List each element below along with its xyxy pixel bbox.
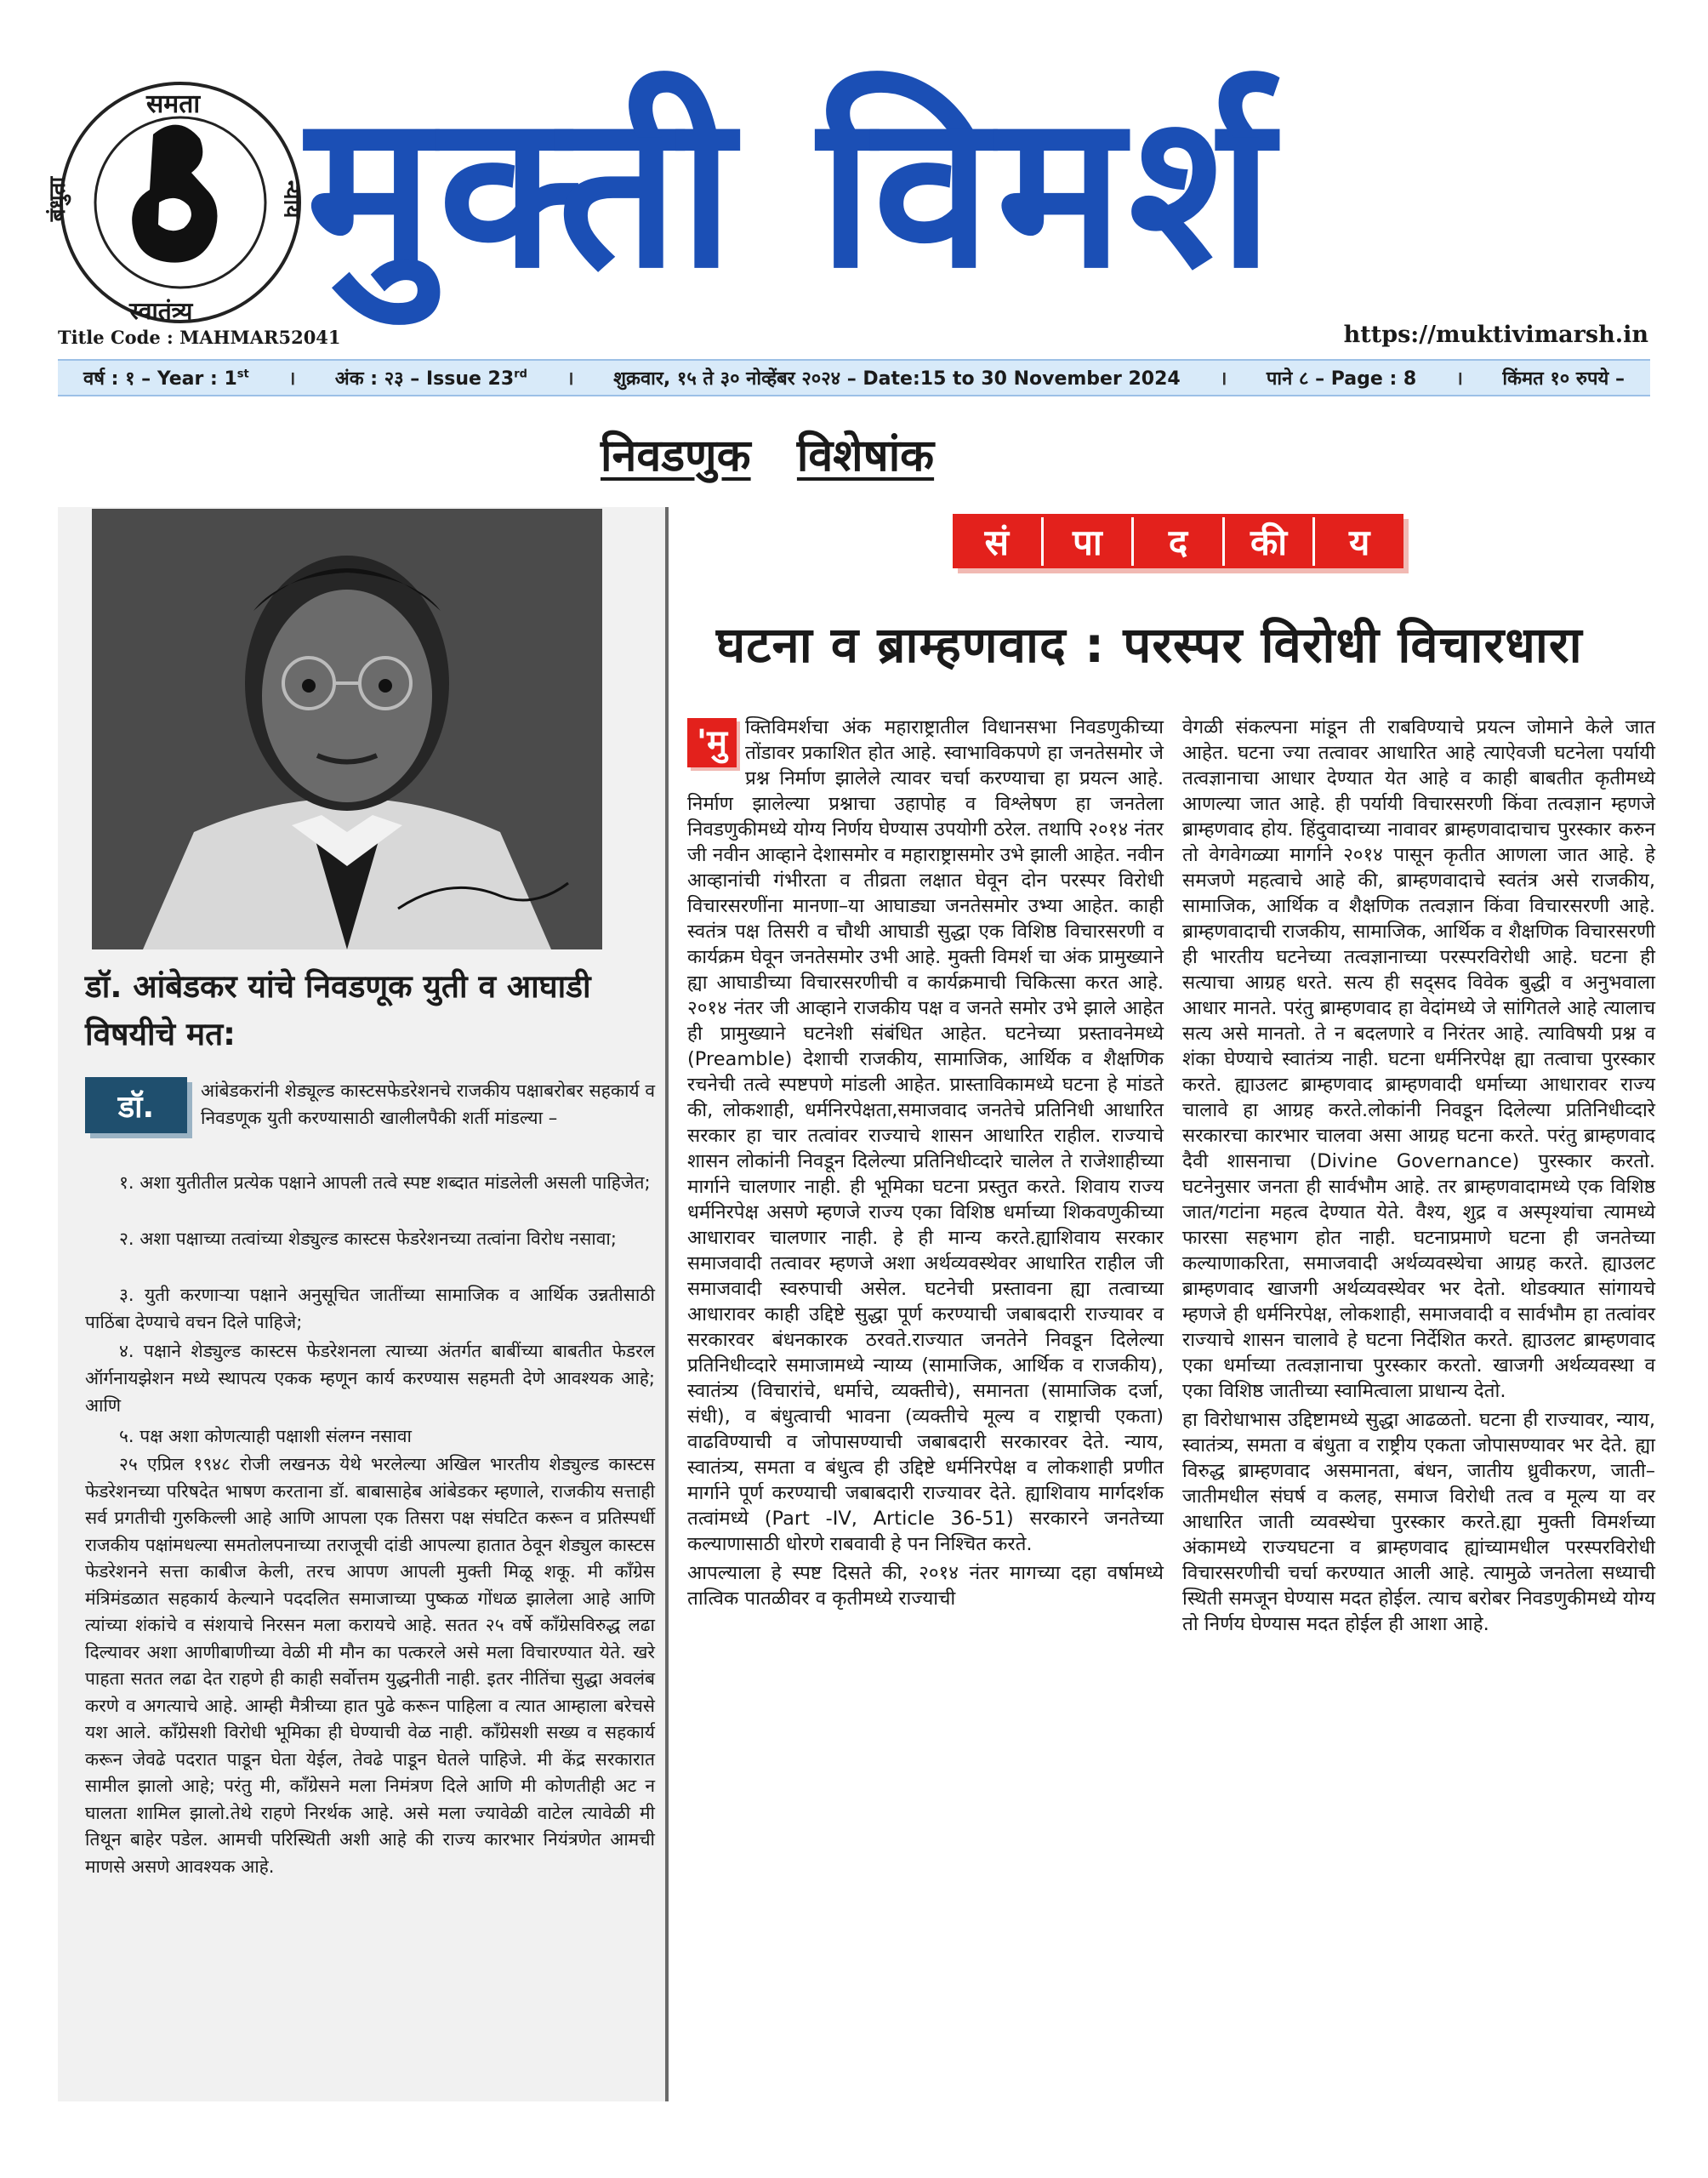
condition-item: ५. पक्ष अशा कोणत्याही पक्षाशी संलग्न नसावा (119, 1426, 412, 1446)
condition-item: ४. पक्षाने शेड्युल्ड कास्टस फेडरेशनला त्याच्या अंतर्गत बाबींच्या बाबतीत फेडरल ऑर्गनायझेशन मध्ये स्थापत्य एकक म्हणून कार्य करण्यास सहमती देणे आवश्यक आहे; आणि (85, 1341, 655, 1416)
issue-date: शुक्रवार, १५ ते ३० नोव्हेंबर २०२४ – Date:15 to 30 November 2024 (613, 368, 1181, 390)
left-article-heading: डॉ. आंबेडकर यांचे निवडणूक युती व आघाडी विषयीचे मत: (85, 968, 591, 1052)
editorial-banner (953, 514, 1403, 568)
separator: । (1220, 368, 1227, 390)
special-title-word-1: निवडणुक (601, 430, 751, 482)
issue-info-bar (58, 359, 1650, 396)
separator: । (1455, 368, 1463, 390)
masthead-title: मुक्ती विमर्श (306, 67, 1279, 315)
editorial-paragraph-text: क्तिविमर्शचा अंक महाराष्ट्रातील विधानसभा निवडणुकीच्या तोंडावर प्रकाशित होत आहे. स्वाभाविकपणे हा जनतेसमोर जे प्रश्न निर्माण झालेले त्यावर चर्चा करण्याचा हा प्रयत्न आहे. निर्माण झालेल्या प्रश्नाचा उहापोह व विश्लेषण हा जनतेला निवडणुकीमध्ये योग्य निर्णय घेण्यास उपयोगी ठरेल. तथापि २०१४ नंतर जी नवीन आव्हाने देशासमोर व महाराष्ट्रासमोर उभे झाली आहेत. नवीन आव्हानांची गंभीरता व तीव्रता लक्षात घेवून दोन परस्पर विरोधी विचारसरणींना मानणा–या आघाड्या जनतेसमोर उभ्या आहेत. काही स्वतंत्र पक्ष तिसरी व चौथी आघाडी सुद्धा एक विशिष्ठ विचारसरणी व कार्यक्रम घेवून जनतेसमोर उभी आहे. मुक्ती विमर्श चा अंक प्रामुख्याने ह्या आघाडीच्या विचारसरणीची व कार्यक्रमाची चिकित्सा करत आहे. २०१४ नंतर जी आव्हाने राजकीय पक्ष व जनते समोर उभे झाले आहेत ही प्रामुख्याने घटनेशी संबंधित आहेत. घटनेच्या प्रस्तावनेमध्ये (Preamble) देशाची राजकीय, सामाजिक, आर्थिक व शैक्षणिक रचनेची तत्वे स्पष्टपणे मांडली आहेत. प्रास्ताविकामध्ये घटना हे मांडते की, लोकशाही, धर्मनिरपेक्षता,समाजवाद जनतेचे प्रतिनिधी आधारित सरकार हा चार तत्वांवर राज्याचे शासन आधारित राहील. राज्याचे शासन लोकांनी निवडून दिलेल्या प्रतिनिधीव्दारे चालेल ते राजेशाहीच्या मार्गाने चालणार नाही. ही भूमिका घटना प्रस्तुत करते. शिवाय राज्य धर्मनिरपेक्ष असणे म्हणजे राज्य एका विशिष्ठ धर्माच्या शिकवणुकीच्या आधारावर चालणार नाही. हे ही मान्य करते.ह्याशिवाय सरकार समाजवादी तत्वावर म्हणजे अशा अर्थव्यवस्थेवर आधारित राहील जी समाजवादी स्वरुपाची असेल. घटनेची प्रस्तावना ह्या तत्वाच्या आधारावर काही उद्दिष्टे सुद्धा पूर्ण करण्याची जबाबदारी राज्यावर व सरकारवर बंधनकारक ठरवते.राज्यात जनतेने निवडून दिलेल्या प्रतिनिधीव्दारे समाजामध्ये न्याय्य (सामाजिक, आर्थिक व राजकीय), स्वातंत्र्य (विचारांचे, धर्माचे, व्यक्तीचे), समानता (सामाजिक दर्जा, संधी), व बंधुत्वाची भावना (व्यक्तीचे मूल्य व राष्ट्राची एकता) वाढविण्याची व जोपासण्याची जबाबदारी सरकारवर देते. न्याय, स्वातंत्र्य, समता व बंधुत्व ही उद्दिष्टे धर्मनिरपेक्ष व लोकशाही प्रणीत मार्गाने पूर्ण करण्याची जबाबदारी राज्यावर देते. ह्याशिवाय मार्गदर्शक तत्वांमध्ये (Part -IV, Article 36-51) सरकारने जनतेच्या कल्याणासाठी धोरणे राबवावी हे पन निश्चित करते. (687, 716, 1164, 1555)
website-link[interactable]: https://muktivimarsh.in (1343, 322, 1648, 348)
logo-seal (45, 75, 308, 330)
editorial-banner-letter: पा (1044, 517, 1135, 566)
logo-bottom-text: स्वातंत्र्य (129, 297, 193, 325)
condition-item: २. अशा पक्षाच्या तत्वांच्या शेड्युल्ड कास्टस फेडरेशनच्या तत्वांना विरोध नसावा; (119, 1229, 617, 1249)
drop-cap: 'मु (687, 718, 737, 767)
condition-item: १. अशा युतीतील प्रत्येक पक्षाने आपली तत्वे स्पष्ट शब्दात मांडलेली असली पाहिजेत; (119, 1172, 651, 1193)
logo-right-text: न्याय (278, 180, 305, 219)
editorial-column-2 (1182, 715, 1655, 1640)
left-article-intro: आंबेडकरांनी शेड्यूल्ड कास्टसफेडरेशनचे राजकीय पक्षाबरोबर सहकार्य व निवडणूक युती करण्यासाठी खालीलपैकी शर्ती मांडल्या – (201, 1080, 655, 1128)
drop-word-box: डॉ. (85, 1077, 187, 1133)
editorial-banner-letter: की (1225, 517, 1316, 566)
issue-price: किंमत १० रुपये – (1502, 368, 1625, 390)
editorial-headline: घटना व ब्राम्हणवाद : परस्पर विरोधी विचारधारा (716, 616, 1583, 674)
ambedkar-portrait-photo (92, 509, 602, 949)
editorial-banner-letter: द (1134, 517, 1225, 566)
separator: । (288, 368, 296, 390)
separator: । (566, 368, 574, 390)
logo-top-text: समता (146, 89, 201, 119)
title-code: Title Code : MAHMAR52041 (58, 327, 341, 348)
editorial-paragraph: वेगळी संकल्पना मांडून ती राबविण्याचे प्रयत्न जोमाने केले जात आहेत. घटना ज्या तत्वावर आधारित आहे त्याऐवजी घटनेला पर्यायी तत्वज्ञानाचा आधार देण्यात येत आहे व काही बाबतीत कृतीमध्ये आणल्या जात आहे. ही पर्यायी विचारसरणी किंवा तत्वज्ञान म्हणजे ब्राम्हणवाद होय. हिंदुवादाच्या नावावर ब्राम्हणवादाचाच पुरस्कार करुन तो वेगवेगळ्या मार्गाने २०१४ पासून कृतीत आणला जात आहे. हे समजणे महत्वाचे आहे की, ब्राम्हणवादाचे स्वतंत्र असे राजकीय, सामाजिक, आर्थिक व शैक्षणिक तत्वज्ञान किंवा विचारसरणी आहे. ब्राम्हणवादाची राजकीय, सामाजिक, आर्थिक व शैक्षणिक विचारसरणी ही भारतीय घटनेच्या तत्वज्ञानाच्या परस्परविरोधी आहे. घटना ही सत्याचा आग्रह धरते. सत्य ही सद्सद विवेक बुद्धी व अनुभवाला आधार मानते. परंतु ब्राम्हणवाद हा वेदांमध्ये जे सांगितले आहे त्यालाच सत्य असे मानतो. ते न बदलणारे व निरंतर आहे. त्याविषयी प्रश्न व शंका घेण्याचे स्वातंत्र्य नाही. घटना धर्मनिरपेक्ष ह्या तत्वाचा पुरस्कार करते. ह्याउलट ब्राम्हणवाद ब्राम्हणवादी धर्माच्या आधारावर राज्य चालावे हा आग्रह करते.लोकांनी निवडून दिलेल्या प्रतिनिधीव्दारे सरकारचा कारभार चालवा असा आग्रह घटना करते. परंतु ब्राम्हणवाद दैवी शासनाचा (Divine Governance) पुरस्कार करतो. घटनेनुसार जनता ही सार्वभौम आहे. तर ब्राम्हणवादामध्ये एक विशिष्ठ जात/गटांना महत्व देण्यात येते. वैश्य, शुद्र व अस्पृश्यांचा त्यामध्ये फारसा सहभाग होत नाही. घटनाप्रमाणे घटना ही जनतेच्या कल्याणाकरिता, समाजवादी अर्थव्यवस्थेचा आग्रह करते. ह्याउलट ब्राम्हणवाद खाजगी अर्थव्यवस्थेवर भर देतो. थोडक्यात सांगायचे म्हणजे ही धर्मनिरपेक्ष, लोकशाही, समाजवादी व सार्वभौम हा तत्वांवर राज्याचे शासन चालावे हे घटना निर्देशित करते. ह्याउलट ब्राम्हणवाद एका धर्माच्या तत्वज्ञानाचा पुरस्कार करतो. खाजगी अर्थव्यवस्था व एका विशिष्ठ जातीच्या स्वामित्वाला प्राधान्य देतो. (1182, 716, 1655, 1402)
special-title-word-2: विशेषांक (796, 430, 935, 482)
editorial-column-1 (687, 715, 1164, 1615)
editorial-paragraph: आपल्याला हे स्पष्ट दिसते की, २०१४ नंतर मागच्या दहा वर्षामध्ये तात्विक पातळीवर व कृतीमध्ये राज्याची (687, 1562, 1164, 1610)
editorial-paragraph (687, 715, 1164, 1557)
editorial-paragraph: हा विरोधाभास उद्दिष्टामध्ये सुद्धा आढळतो. घटना ही राज्यावर, न्याय, स्वातंत्र्य, समता व बंधुता व राष्ट्रीय एकता जोपासण्यावर भर देते. ह्या विरुद्ध ब्राम्हणवाद असमानता, बंधन, जातीय ध्रुवीकरण, जाती–जातीमधील संघर्ष व कलह, समाज विरोधी तत्व व मूल्य या वर आधारित जाती व्यवस्थेचा पुरस्कार करते.ह्या मुक्ती विमर्शच्या अंकामध्ये राज्यघटना व ब्राम्हणवाद ह्यांच्यामधील परस्परविरोधी विचारसरणीची चर्चा करण्यात आली आहे. त्यामुळे जनतेला सध्याची स्थिती समजून घेण्यास मदत होईल. त्याच बरोबर निवडणुकीमध्ये योग्य तो निर्णय घेण्यास मदत होईल ही आशा आहे. (1182, 1409, 1655, 1635)
editorial-banner-letter: य (1348, 521, 1370, 563)
special-issue-title (601, 424, 934, 484)
issue-number: अंक : २३ – Issue 23rd (334, 368, 527, 390)
editorial-banner-letter: सं (953, 517, 1044, 566)
left-article-body: २५ एप्रिल १९४८ रोजी लखनऊ येथे भरलेल्या अखिल भारतीय शेड्युल्ड कास्टस फेडरेशनच्या परिषदेत भाषण करताना डॉ. बाबासाहेब आंबेडकर म्हणाले, राजकीय सत्ताही सर्व प्रगतीची गुरुकिल्ली आहे आणि आपला एक तिसरा पक्ष संघटित करून व प्रतिस्पर्धी राजकीय पक्षांमधल्या समतोलपनाच्या तराजूची दांडी आपल्या हातात ठेवून शेड्युल कास्टस फेडरेशनने सत्ता काबीज केली, तरच आपण आपली मुक्ती मिळू शकू. मी कॉंग्रेस मंत्रिमंडळात सहकार्य केल्याने पददलित समाजाच्या पुष्कळ गोंधळ झालेला आहे आणि त्यांच्या शंकांचे व संशयाचे निरसन मला करायचे आहे. सतत २५ वर्षे कॉंग्रेसविरुद्ध लढा दिल्यावर अशा आणीबाणीच्या वेळी मी मौन का पत्करले असे मला विचारण्यात येते. खरे पाहता सतत लढा देत राहणे ही काही सर्वोत्तम युद्धनीती नाही. इतर नीतिंचा सुद्धा अवलंब करणे व अगत्याचे आहे. आम्ही मैत्रीच्या हात पुढे करून पाहिला व त्यात आम्हाला बरेचसे यश आले. कॉंग्रेसशी विरोधी भूमिका ही घेण्याची वेळ नाही. कॉंग्रेसशी सख्य व सहकार्य करून जेवढे पदरात पाडून घेता येईल, तेवढे पाडून घेतले पाहिजे. मी केंद्र सरकारात सामील झालो आहे; परंतु मी, कॉंग्रेसने मला निमंत्रण दिले आणि मी कोणतीही अट न घालता शामिल झालो.तेथे राहणे निरर्थक आहे. असे मला ज्यावेळी वाटेल त्यावेळी मी तिथून बाहेर पडेल. आमची परिस्थिती अशी आहे की राज्य कारभार नियंत्रणेत आमची माणसे असणे आवश्यक आहे. (85, 1454, 655, 1877)
logo-left-text: बंधुता (45, 176, 71, 222)
condition-item: ३. युती करणाऱ्या पक्षाने अनुसूचित जातींच्या सामाजिक व आर्थिक उन्नतीसाठी पाठिंबा देण्याचे वचन दिले पाहिजे; (85, 1285, 655, 1332)
issue-pages: पाने ८ – Page : 8 (1266, 368, 1417, 390)
issue-year: वर्ष : १ – Year : 1st (83, 368, 249, 390)
